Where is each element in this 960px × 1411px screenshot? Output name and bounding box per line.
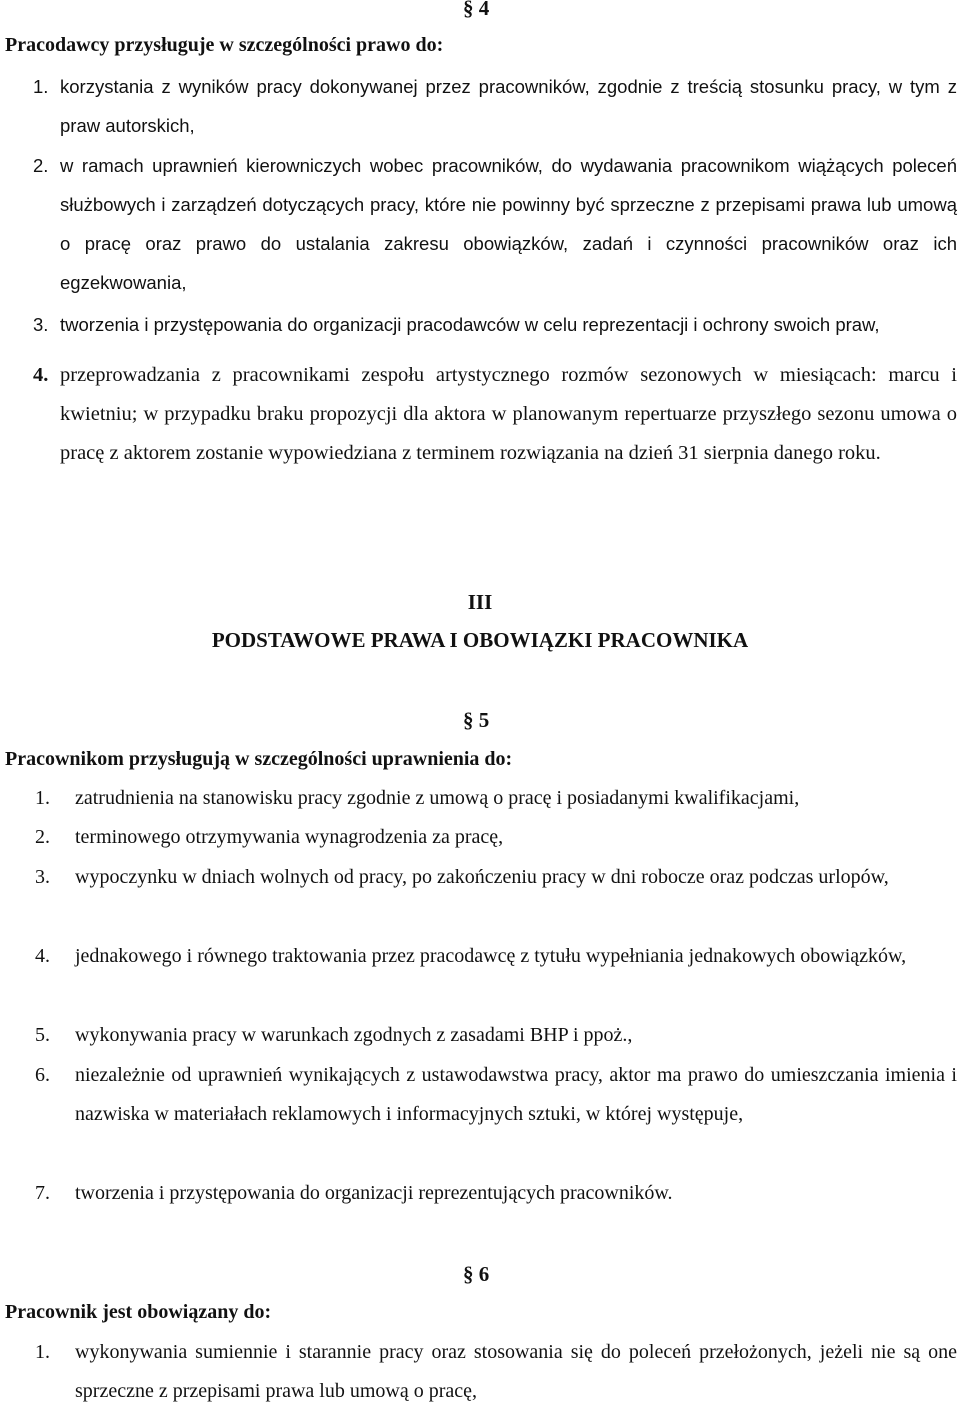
list-item-number: 1.: [35, 1341, 50, 1363]
list-item-number: 1.: [33, 76, 49, 97]
list-item: [35, 1056, 957, 1134]
section-mark-4: § 4: [463, 0, 490, 20]
list-item-number: 1.: [35, 787, 50, 809]
list-item: [35, 779, 957, 818]
list-item: [33, 356, 957, 473]
list-item: [35, 818, 957, 857]
list-item-number: 4.: [33, 364, 49, 386]
list-item-number: 5.: [35, 1024, 50, 1046]
list-item: [35, 858, 957, 897]
list-item-text: jednakowego i równego traktowania przez pracodawcę z tytułu wypełniania jednakowych obowiązków,: [75, 945, 907, 967]
list-item-number: 3.: [33, 314, 49, 335]
list-item-text: wykonywania pracy w warunkach zgodnych z zasadami BHP i ppoż.,: [75, 1024, 633, 1046]
list-item-text: w ramach uprawnień kierowniczych wobec pracowników, do wydawania pracownikom wiążących poleceń służbowych i zarządzeń dotyczących pracy, które nie powinny być sprzeczne z przepisami prawa lub umową o pracę oraz prawo do ustalania zakresu obowiązków, zadań i czynności pracowników oraz ich egzekwowania,: [60, 155, 957, 293]
section-mark-6: § 6: [463, 1262, 490, 1286]
list-item: [35, 937, 957, 976]
list-item-text: wykonywania sumiennie i starannie pracy oraz stosowania się do poleceń przełożonych, jeżeli nie są one sprzeczne z przepisami prawa lub umową o pracę,: [75, 1341, 957, 1402]
list-item-text: wypoczynku w dniach wolnych od pracy, po zakończeniu pracy w dni robocze oraz podczas urlopów,: [75, 866, 889, 888]
list-item-number: 7.: [35, 1182, 50, 1204]
list-item-text: korzystania z wyników pracy dokonywanej przez pracowników, zgodnie z treścią stosunku pracy, w tym z praw autorskich,: [60, 76, 957, 136]
list-item: [33, 67, 957, 145]
list-item: [35, 1174, 957, 1213]
list-item: [35, 1016, 957, 1055]
list-item-number: 4.: [35, 945, 50, 967]
list-item-number: 2.: [35, 826, 50, 848]
list-item-text: terminowego otrzymywania wynagrodzenia za pracę,: [75, 826, 504, 848]
list-item-number: 3.: [35, 866, 50, 888]
list-item-text: przeprowadzania z pracownikami zespołu artystycznego rozmów sezonowych w miesiącach: marcu i kwietniu; w przypadku braku propozycji dla aktora w planowanym repertuarze przyszłego sezonu umowa o pracę z aktorem zostanie wypowiedziana z terminem rozwiązania na dzień 31 sierpnia danego roku.: [60, 364, 957, 464]
list-item: [35, 1333, 957, 1411]
chapter-title: PODSTAWOWE PRAWA I OBOWIĄZKI PRACOWNIKA: [211, 628, 749, 652]
chapter-number: III: [467, 590, 493, 614]
list-item-number: 2.: [33, 155, 49, 176]
list-item: [33, 305, 957, 344]
section-mark-5: § 5: [463, 708, 490, 732]
list-item-text: tworzenia i przystępowania do organizacji reprezentujących pracowników.: [75, 1182, 673, 1204]
section-4-lead: Pracodawcy przysługuje w szczególności prawo do:: [5, 34, 444, 56]
list-item-text: tworzenia i przystępowania do organizacji pracodawców w celu reprezentacji i ochrony swoich praw,: [60, 314, 880, 335]
list-item-text: zatrudnienia na stanowisku pracy zgodnie z umową o pracę i posiadanymi kwalifikacjami,: [75, 787, 800, 809]
section-6-lead: Pracownik jest obowiązany do:: [5, 1301, 272, 1323]
list-item-text: niezależnie od uprawnień wynikających z ustawodawstwa pracy, aktor ma prawo do umieszczania imienia i nazwiska w materiałach reklamowych i informacyjnych sztuki, w której występuje,: [75, 1064, 957, 1125]
list-item-number: 6.: [35, 1064, 50, 1086]
list-item: [33, 146, 957, 302]
section-5-lead: Pracownikom przysługują w szczególności uprawnienia do:: [5, 748, 513, 770]
